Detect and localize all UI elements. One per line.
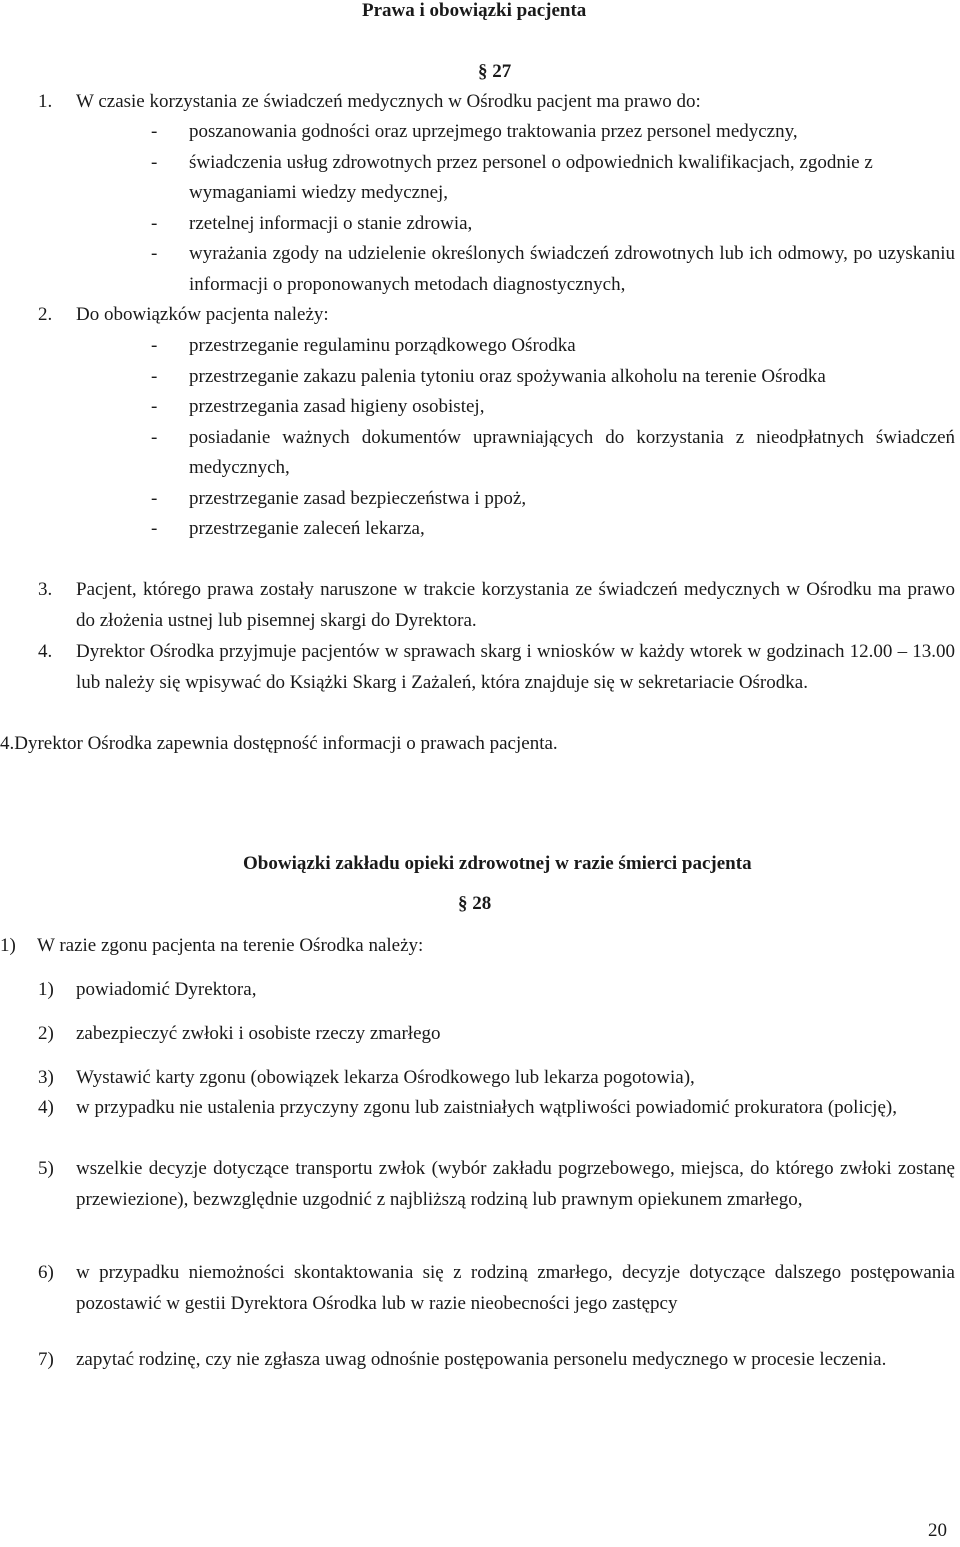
list-item: - świadczenia usług zdrowotnych przez personel o odpowiednich kwalifikacjach, zgodnie z wymaganiami wiedzy medycznej, <box>151 151 873 203</box>
rights-list <box>151 117 955 300</box>
death-list-item: 3) Wystawić karty zgonu (obowiązek lekarza Ośrodkowego lub lekarza pogotowia), <box>38 1067 695 1088</box>
point-number: 4. <box>38 641 53 662</box>
point-text: W czasie korzystania ze świadczeń medycznych w Ośrodku pacjent ma prawo do: <box>76 91 701 112</box>
point-3 <box>38 575 955 636</box>
point-1 <box>38 87 958 118</box>
point-number: 3. <box>38 579 53 600</box>
point-text: Dyrektor Ośrodka przyjmuje pacjentów w sprawach skarg i wniosków w każdy wtorek w godzinach 12.00 – 13.00 lub należy się wpisywać do Książki Skarg i Zażaleń, która znajduje się w sekretariacie Ośrodka. <box>76 641 955 693</box>
list-item: - wyrażania zgody na udzielenie określonych świadczeń zdrowotnych lub ich odmowy, po uzyskaniu informacji o proponowanych metodach diagnostycznych, <box>151 243 955 295</box>
list-item: - rzetelnej informacji o stanie zdrowia, <box>151 212 473 234</box>
point-2 <box>38 300 958 331</box>
list-item: - przestrzeganie zakazu palenia tytoniu oraz spożywania alkoholu na terenie Ośrodka <box>151 365 826 387</box>
section-title-patient-rights: Prawa i obowiązki pacjenta <box>362 0 587 21</box>
list-item: - przestrzegania zasad higieny osobistej, <box>151 396 485 417</box>
death-list-item: 4) w przypadku nie ustalenia przyczyny zgonu lub zaistniałych wątpliwości powiadomić prokuratora (policję), <box>38 1097 897 1118</box>
list-item: - przestrzeganie zaleceń lekarza, <box>151 518 425 539</box>
paragraph-number-27: § 27 <box>478 61 512 82</box>
point-number: 1. <box>38 91 53 112</box>
obligations-list <box>151 331 955 545</box>
death-list-item: 5) wszelkie decyzje dotyczące transportu zwłok (wybór zakładu pogrzebowego, miejsca, do którego zwłoki zostanę przewiezione), bezwzględnie uzgodnić z najbliższą rodziną lub prawnym opiekunem zmarłego, <box>38 1158 955 1210</box>
list-item: - przestrzeganie regulaminu porządkowego Ośrodka <box>151 335 576 356</box>
death-list-item: 6) w przypadku niemożności skontaktowania się z rodziną zmarłego, decyzje dotyczące dalszego postępowania pozostawić w gestii Dyrektora Ośrodka lub w razie nieobecności jego zastępcy <box>38 1262 955 1314</box>
point-text: Do obowiązków pacjenta należy: <box>76 304 329 325</box>
point-text: Pacjent, którego prawa zostały naruszone w trakcie korzystania ze świadczeń medycznych w Ośrodku ma prawo do złożenia ustnej lub pisemnej skargi do Dyrektora. <box>76 579 955 631</box>
section-title-death: Obowiązki zakładu opieki zdrowotnej w razie śmierci pacjenta <box>243 853 752 874</box>
death-list-item: 7) zapytać rodzinę, czy nie zgłasza uwag odnośnie postępowania personelu medycznego w procesie leczenia. <box>38 1349 887 1370</box>
death-list-item: 2) zabezpieczyć zwłoki i osobiste rzeczy zmarłego <box>38 1023 441 1044</box>
point-number: 2. <box>38 304 53 325</box>
death-list-item: 1) powiadomić Dyrektora, <box>38 979 257 1000</box>
list-item: - przestrzeganie zasad bezpieczeństwa i ppoż, <box>151 487 527 509</box>
point-4b: 4.Dyrektor Ośrodka zapewnia dostępność informacji o prawach pacjenta. <box>0 733 558 754</box>
point-4 <box>38 637 955 698</box>
list-item: - posiadanie ważnych dokumentów uprawniających do korzystania z nieodpłatnych świadczeń medycznych, <box>151 426 955 478</box>
death-intro: 1) W razie zgonu pacjenta na terenie Ośrodka należy: <box>0 935 424 956</box>
page-number: 20 <box>928 1520 947 1541</box>
paragraph-number-28: § 28 <box>458 893 492 914</box>
list-item: - poszanowania godności oraz uprzejmego traktowania przez personel medyczny, <box>151 121 798 142</box>
